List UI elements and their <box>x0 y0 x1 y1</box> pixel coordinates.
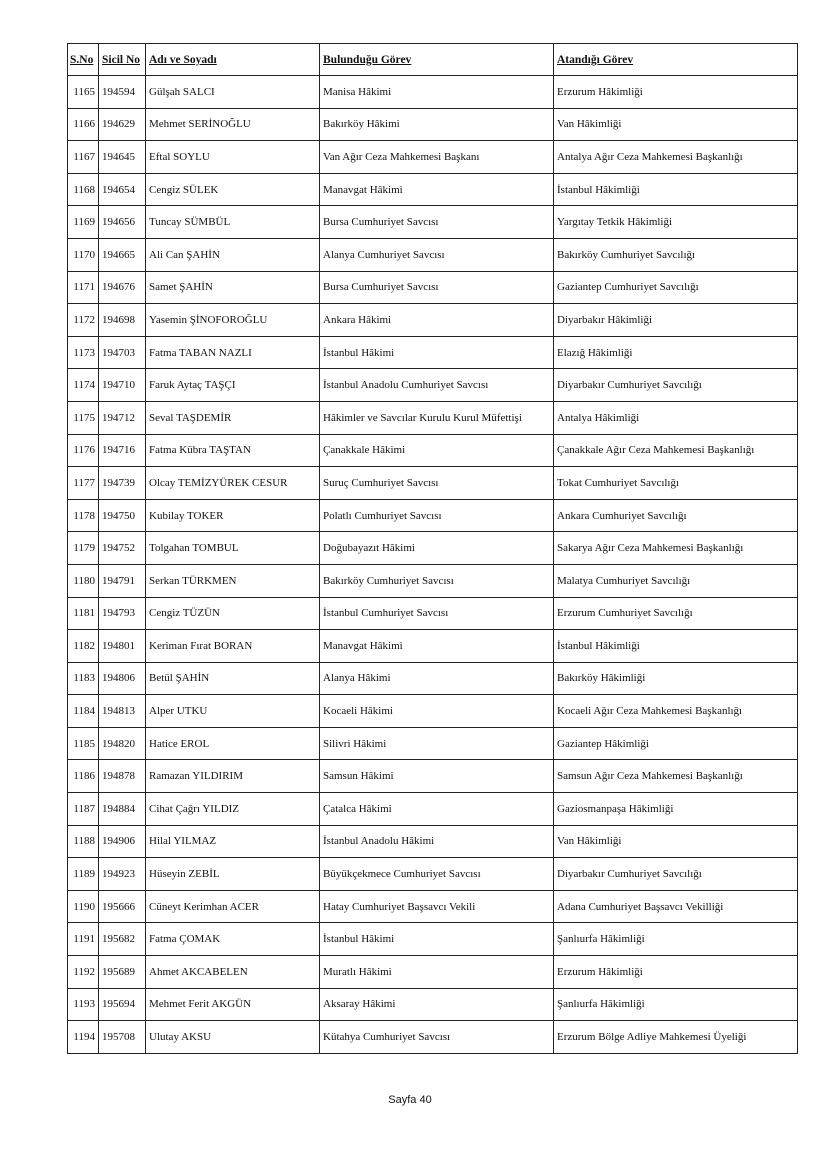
table-row <box>68 858 798 891</box>
cell-assigned-position: Diyarbakır Cumhuriyet Savcılığı <box>554 369 798 402</box>
cell-sno: 1177 <box>68 467 99 500</box>
cell-assigned-position: Yargıtay Tetkik Hâkimliği <box>554 206 798 239</box>
cell-current-position: Çanakkale Hâkimi <box>320 434 554 467</box>
table-row <box>68 434 798 467</box>
cell-current-position: Manisa Hâkimi <box>320 76 554 109</box>
cell-current-position: Bursa Cumhuriyet Savcısı <box>320 271 554 304</box>
cell-sicil: 194801 <box>99 630 146 663</box>
cell-assigned-position: Ankara Cumhuriyet Savcılığı <box>554 499 798 532</box>
cell-name: Tolgahan TOMBUL <box>146 532 320 565</box>
cell-name: Mehmet Ferit AKGÜN <box>146 988 320 1021</box>
cell-sicil: 195689 <box>99 956 146 989</box>
cell-name: Ahmet AKCABELEN <box>146 956 320 989</box>
cell-sno: 1180 <box>68 564 99 597</box>
cell-current-position: Büyükçekmece Cumhuriyet Savcısı <box>320 858 554 891</box>
cell-current-position: Hâkimler ve Savcılar Kurulu Kurul Müfettişi <box>320 401 554 434</box>
cell-current-position: Ankara Hâkimi <box>320 304 554 337</box>
table-row <box>68 336 798 369</box>
cell-sno: 1194 <box>68 1021 99 1054</box>
header-sno: S.No <box>68 44 99 76</box>
cell-name: Seval TAŞDEMİR <box>146 401 320 434</box>
cell-current-position: İstanbul Hâkimi <box>320 923 554 956</box>
cell-sicil: 194793 <box>99 597 146 630</box>
cell-name: Samet ŞAHİN <box>146 271 320 304</box>
cell-sno: 1187 <box>68 793 99 826</box>
cell-name: Fatma ÇOMAK <box>146 923 320 956</box>
cell-current-position: İstanbul Hâkimi <box>320 336 554 369</box>
cell-current-position: Bakırköy Hâkimi <box>320 108 554 141</box>
table-row <box>68 597 798 630</box>
cell-sno: 1186 <box>68 760 99 793</box>
cell-assigned-position: İstanbul Hâkimliği <box>554 173 798 206</box>
table-body <box>68 76 798 1054</box>
table-row <box>68 564 798 597</box>
cell-assigned-position: Erzurum Bölge Adliye Mahkemesi Üyeliği <box>554 1021 798 1054</box>
cell-current-position: Alanya Cumhuriyet Savcısı <box>320 238 554 271</box>
cell-sno: 1184 <box>68 695 99 728</box>
cell-name: Fatma Kübra TAŞTAN <box>146 434 320 467</box>
cell-name: Olcay TEMİZYÜREK CESUR <box>146 467 320 500</box>
cell-current-position: Samsun Hâkimi <box>320 760 554 793</box>
cell-assigned-position: Çanakkale Ağır Ceza Mahkemesi Başkanlığı <box>554 434 798 467</box>
cell-sno: 1182 <box>68 630 99 663</box>
cell-assigned-position: Samsun Ağır Ceza Mahkemesi Başkanlığı <box>554 760 798 793</box>
cell-sicil: 194594 <box>99 76 146 109</box>
cell-name: Ulutay AKSU <box>146 1021 320 1054</box>
table-row <box>68 271 798 304</box>
cell-sicil: 194712 <box>99 401 146 434</box>
cell-current-position: Manavgat Hâkimi <box>320 173 554 206</box>
cell-assigned-position: Gaziantep Hâkimliği <box>554 727 798 760</box>
header-name: Adı ve Soyadı <box>146 44 320 76</box>
cell-current-position: Manavgat Hâkimi <box>320 630 554 663</box>
cell-sno: 1193 <box>68 988 99 1021</box>
table-row <box>68 238 798 271</box>
cell-name: Eftal SOYLU <box>146 141 320 174</box>
cell-assigned-position: Antalya Ağır Ceza Mahkemesi Başkanlığı <box>554 141 798 174</box>
cell-sno: 1191 <box>68 923 99 956</box>
table-row <box>68 76 798 109</box>
cell-assigned-position: Elazığ Hâkimliği <box>554 336 798 369</box>
cell-sicil: 194739 <box>99 467 146 500</box>
header-sicil: Sicil No <box>99 44 146 76</box>
cell-sicil: 194806 <box>99 662 146 695</box>
cell-assigned-position: Diyarbakır Hâkimliği <box>554 304 798 337</box>
cell-sno: 1183 <box>68 662 99 695</box>
cell-current-position: Silivri Hâkimi <box>320 727 554 760</box>
cell-sno: 1176 <box>68 434 99 467</box>
cell-assigned-position: Van Hâkimliği <box>554 108 798 141</box>
table-row <box>68 206 798 239</box>
cell-sicil: 194676 <box>99 271 146 304</box>
cell-sicil: 195694 <box>99 988 146 1021</box>
table-row <box>68 369 798 402</box>
cell-sno: 1175 <box>68 401 99 434</box>
header-current-position: Bulunduğu Görev <box>320 44 554 76</box>
table-row <box>68 793 798 826</box>
table-header-row <box>68 44 798 76</box>
table-row <box>68 401 798 434</box>
cell-current-position: İstanbul Anadolu Hâkimi <box>320 825 554 858</box>
cell-name: Tuncay SÜMBÜL <box>146 206 320 239</box>
cell-sno: 1171 <box>68 271 99 304</box>
cell-name: Betül ŞAHİN <box>146 662 320 695</box>
table-row <box>68 141 798 174</box>
cell-sno: 1172 <box>68 304 99 337</box>
cell-assigned-position: Gaziantep Cumhuriyet Savcılığı <box>554 271 798 304</box>
table-row <box>68 532 798 565</box>
cell-sicil: 194656 <box>99 206 146 239</box>
table-row <box>68 890 798 923</box>
cell-assigned-position: Antalya Hâkimliği <box>554 401 798 434</box>
cell-current-position: Suruç Cumhuriyet Savcısı <box>320 467 554 500</box>
cell-name: Cengiz SÜLEK <box>146 173 320 206</box>
cell-name: Serkan TÜRKMEN <box>146 564 320 597</box>
cell-current-position: Aksaray Hâkimi <box>320 988 554 1021</box>
cell-current-position: Van Ağır Ceza Mahkemesi Başkanı <box>320 141 554 174</box>
table-row <box>68 760 798 793</box>
cell-current-position: İstanbul Cumhuriyet Savcısı <box>320 597 554 630</box>
cell-sicil: 194698 <box>99 304 146 337</box>
cell-sno: 1179 <box>68 532 99 565</box>
table-row <box>68 108 798 141</box>
cell-sicil: 194645 <box>99 141 146 174</box>
page-number: Sayfa 40 <box>388 1094 432 1106</box>
cell-name: Cüneyt Kerimhan ACER <box>146 890 320 923</box>
table-row <box>68 662 798 695</box>
header-assigned-position: Atandığı Görev <box>554 44 798 76</box>
cell-name: Fatma TABAN NAZLI <box>146 336 320 369</box>
table-row <box>68 695 798 728</box>
table-row <box>68 630 798 663</box>
cell-current-position: Kocaeli Hâkimi <box>320 695 554 728</box>
table-row <box>68 1021 798 1054</box>
cell-sicil: 194750 <box>99 499 146 532</box>
cell-sicil: 194629 <box>99 108 146 141</box>
cell-current-position: Polatlı Cumhuriyet Savcısı <box>320 499 554 532</box>
table-row <box>68 923 798 956</box>
cell-assigned-position: Adana Cumhuriyet Başsavcı Vekilliği <box>554 890 798 923</box>
cell-name: Cihat Çağrı YILDIZ <box>146 793 320 826</box>
cell-assigned-position: Bakırköy Hâkimliği <box>554 662 798 695</box>
cell-sno: 1181 <box>68 597 99 630</box>
cell-name: Keriman Fırat BORAN <box>146 630 320 663</box>
cell-name: Kubilay TOKER <box>146 499 320 532</box>
cell-sno: 1185 <box>68 727 99 760</box>
cell-current-position: Hatay Cumhuriyet Başsavcı Vekili <box>320 890 554 923</box>
cell-name: Ali Can ŞAHİN <box>146 238 320 271</box>
cell-name: Ramazan YILDIRIM <box>146 760 320 793</box>
cell-sno: 1170 <box>68 238 99 271</box>
cell-sno: 1188 <box>68 825 99 858</box>
cell-assigned-position: Sakarya Ağır Ceza Mahkemesi Başkanlığı <box>554 532 798 565</box>
cell-sicil: 194820 <box>99 727 146 760</box>
cell-sicil: 194654 <box>99 173 146 206</box>
cell-sicil: 195708 <box>99 1021 146 1054</box>
cell-current-position: Alanya Hâkimi <box>320 662 554 695</box>
cell-name: Alper UTKU <box>146 695 320 728</box>
cell-sicil: 194923 <box>99 858 146 891</box>
cell-assigned-position: Şanlıurfa Hâkimliği <box>554 923 798 956</box>
cell-name: Cengiz TÜZÜN <box>146 597 320 630</box>
cell-current-position: Bursa Cumhuriyet Savcısı <box>320 206 554 239</box>
cell-assigned-position: Tokat Cumhuriyet Savcılığı <box>554 467 798 500</box>
cell-sicil: 194710 <box>99 369 146 402</box>
cell-sno: 1169 <box>68 206 99 239</box>
cell-current-position: Doğubayazıt Hâkimi <box>320 532 554 565</box>
cell-assigned-position: Erzurum Hâkimliği <box>554 956 798 989</box>
cell-name: Faruk Aytaç TAŞÇI <box>146 369 320 402</box>
cell-name: Hilal YILMAZ <box>146 825 320 858</box>
cell-name: Hüseyin ZEBİL <box>146 858 320 891</box>
cell-sicil: 195666 <box>99 890 146 923</box>
cell-sno: 1178 <box>68 499 99 532</box>
cell-assigned-position: Şanlıurfa Hâkimliği <box>554 988 798 1021</box>
cell-sno: 1165 <box>68 76 99 109</box>
table-row <box>68 956 798 989</box>
cell-assigned-position: Erzurum Cumhuriyet Savcılığı <box>554 597 798 630</box>
table-row <box>68 825 798 858</box>
cell-name: Hatice EROL <box>146 727 320 760</box>
cell-sicil: 195682 <box>99 923 146 956</box>
cell-sicil: 194791 <box>99 564 146 597</box>
cell-sicil: 194878 <box>99 760 146 793</box>
table-row <box>68 467 798 500</box>
cell-sicil: 194906 <box>99 825 146 858</box>
cell-name: Mehmet SERİNOĞLU <box>146 108 320 141</box>
cell-assigned-position: İstanbul Hâkimliği <box>554 630 798 663</box>
table-row <box>68 304 798 337</box>
cell-assigned-position: Kocaeli Ağır Ceza Mahkemesi Başkanlığı <box>554 695 798 728</box>
cell-sicil: 194716 <box>99 434 146 467</box>
cell-sno: 1189 <box>68 858 99 891</box>
cell-name: Gülşah SALCI <box>146 76 320 109</box>
cell-current-position: Bakırköy Cumhuriyet Savcısı <box>320 564 554 597</box>
table-row <box>68 499 798 532</box>
cell-current-position: Muratlı Hâkimi <box>320 956 554 989</box>
table-row <box>68 727 798 760</box>
cell-sicil: 194752 <box>99 532 146 565</box>
cell-sicil: 194665 <box>99 238 146 271</box>
cell-sicil: 194884 <box>99 793 146 826</box>
cell-sicil: 194703 <box>99 336 146 369</box>
appointment-table <box>67 43 798 1054</box>
cell-current-position: Çatalca Hâkimi <box>320 793 554 826</box>
cell-sno: 1174 <box>68 369 99 402</box>
cell-assigned-position: Erzurum Hâkimliği <box>554 76 798 109</box>
cell-assigned-position: Gaziosmanpaşa Hâkimliği <box>554 793 798 826</box>
cell-current-position: Kütahya Cumhuriyet Savcısı <box>320 1021 554 1054</box>
cell-sno: 1167 <box>68 141 99 174</box>
cell-assigned-position: Diyarbakır Cumhuriyet Savcılığı <box>554 858 798 891</box>
cell-current-position: İstanbul Anadolu Cumhuriyet Savcısı <box>320 369 554 402</box>
cell-assigned-position: Van Hâkimliği <box>554 825 798 858</box>
cell-assigned-position: Malatya Cumhuriyet Savcılığı <box>554 564 798 597</box>
cell-sno: 1192 <box>68 956 99 989</box>
cell-name: Yasemin ŞİNOFOROĞLU <box>146 304 320 337</box>
cell-sno: 1190 <box>68 890 99 923</box>
cell-assigned-position: Bakırköy Cumhuriyet Savcılığı <box>554 238 798 271</box>
table-row <box>68 988 798 1021</box>
cell-sno: 1168 <box>68 173 99 206</box>
cell-sno: 1173 <box>68 336 99 369</box>
table-row <box>68 173 798 206</box>
cell-sicil: 194813 <box>99 695 146 728</box>
cell-sno: 1166 <box>68 108 99 141</box>
